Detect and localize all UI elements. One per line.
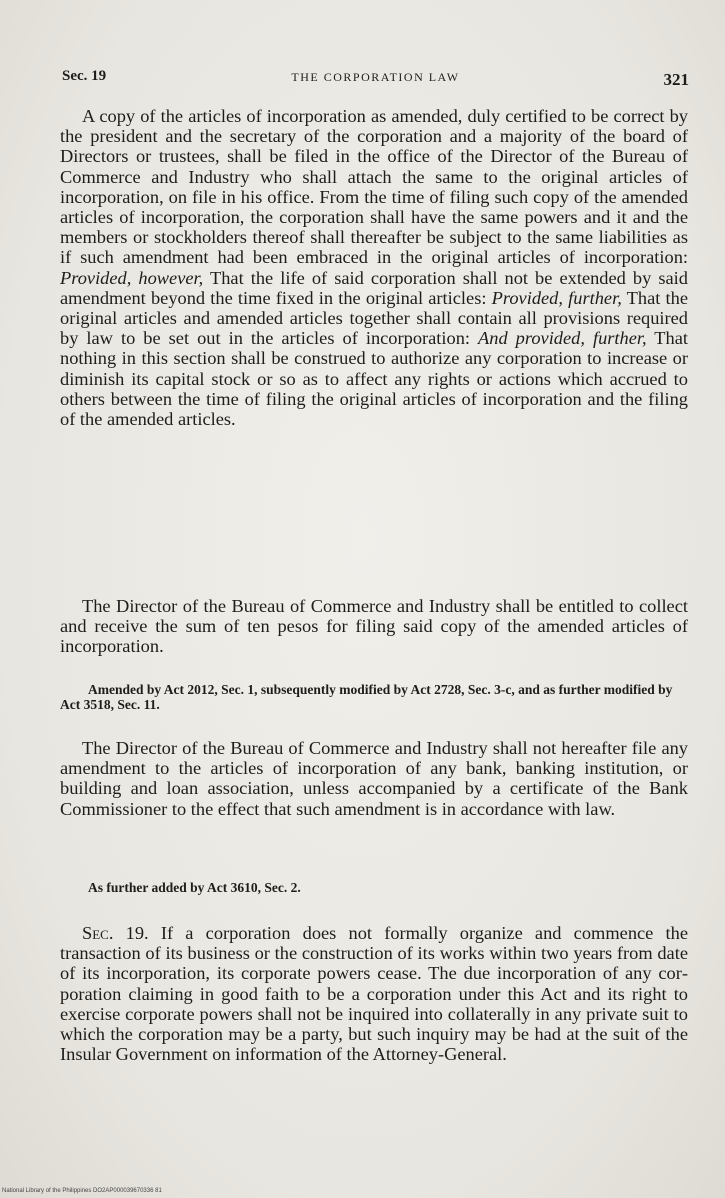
paragraph-bank-amendment	[60, 738, 688, 819]
amendment-note-2	[60, 880, 688, 895]
proviso-2: Provided, further,	[491, 287, 622, 308]
section-19-text: If a corporation does not formally organize and commence the transaction of its business or the construction of its works within two years from date of its incorporation, its corporate powers cease. The due incorporation of any corporation claiming in good faith to be a corporation under this Act and its right to exercise corporate powers shall not be inquired into collaterally in any private suit to which the corporation may be a party, but such inquiry may be had at the suit of the Insular Government on information of the Attorney-General.	[60, 923, 689, 1065]
footer-watermark: National Library of the Philippines DO2AP000039670336 81	[2, 1188, 162, 1194]
paragraph1-part4: That nothing in this section shall be construed to authorize any corporation to increase or diminish its capital stock or so as to affect any rights or actions which accrued to others between the time of filing the original articles of incorporation and the filing of the amended articles.	[60, 328, 688, 430]
running-header	[62, 64, 689, 94]
section-19-label: Sec. 19.	[82, 923, 149, 943]
header-section: Sec. 19	[62, 68, 107, 84]
proviso-3: And provided, further,	[478, 328, 647, 349]
header-title: THE CORPORATION LAW	[291, 70, 460, 84]
paragraph1-part3: That the original articles and amended articles together shall contain all provisions required by law to be set out in the articles of incorporation:	[60, 287, 688, 349]
page-number: 321	[663, 70, 689, 89]
paragraph2-text: The Director of the Bureau of Commerce and Industry shall be entitled to collect and receive the sum of ten pesos for filing said copy of the amended articles of incorporation.	[60, 596, 688, 657]
paragraph-filing-fee	[60, 596, 688, 657]
paragraph1-part2: That the life of said corporation shall not be extended by said amendment beyond the time fixed in the original articles:	[60, 267, 688, 308]
note1-text: Amended by Act 2012, Sec. 1, subsequently modified by Act 2728, Sec. 3-c, and as further modified by Act 3518, Sec. 11.	[60, 682, 673, 712]
paragraph-amended-articles	[60, 106, 688, 429]
proviso-1: Provided, however,	[60, 267, 204, 288]
paragraph3-text: The Director of the Bureau of Commerce and Industry shall not hereafter file any amendment to the articles of incorporation of any bank, banking institution, or building and loan association, unless accompanied by a certificate of the Bank Commissioner to the effect that such amendment is in accordance with law.	[60, 738, 688, 819]
amendment-note-1	[60, 682, 688, 712]
section-19	[60, 923, 688, 1064]
paragraph1-part1: A copy of the articles of incorporation as amended, duly certified to be correct by the president and the secretary of the corporation and a majority of the board of Directors or trustees, shall be filed in the office of the Director of the Bureau of Commerce and Industry who shall attach the same to the original articles of incorporation, on file in his office. From the time of filing such copy of the amended articles of incorporation, the corporation shall have the same powers and it and the members or stockholders thereof shall thereafter be subject to the same liabilities as if such amendment had been embraced in the original articles of incorporation:	[60, 106, 688, 268]
note2-text: As further added by Act 3610, Sec. 2.	[88, 880, 301, 895]
